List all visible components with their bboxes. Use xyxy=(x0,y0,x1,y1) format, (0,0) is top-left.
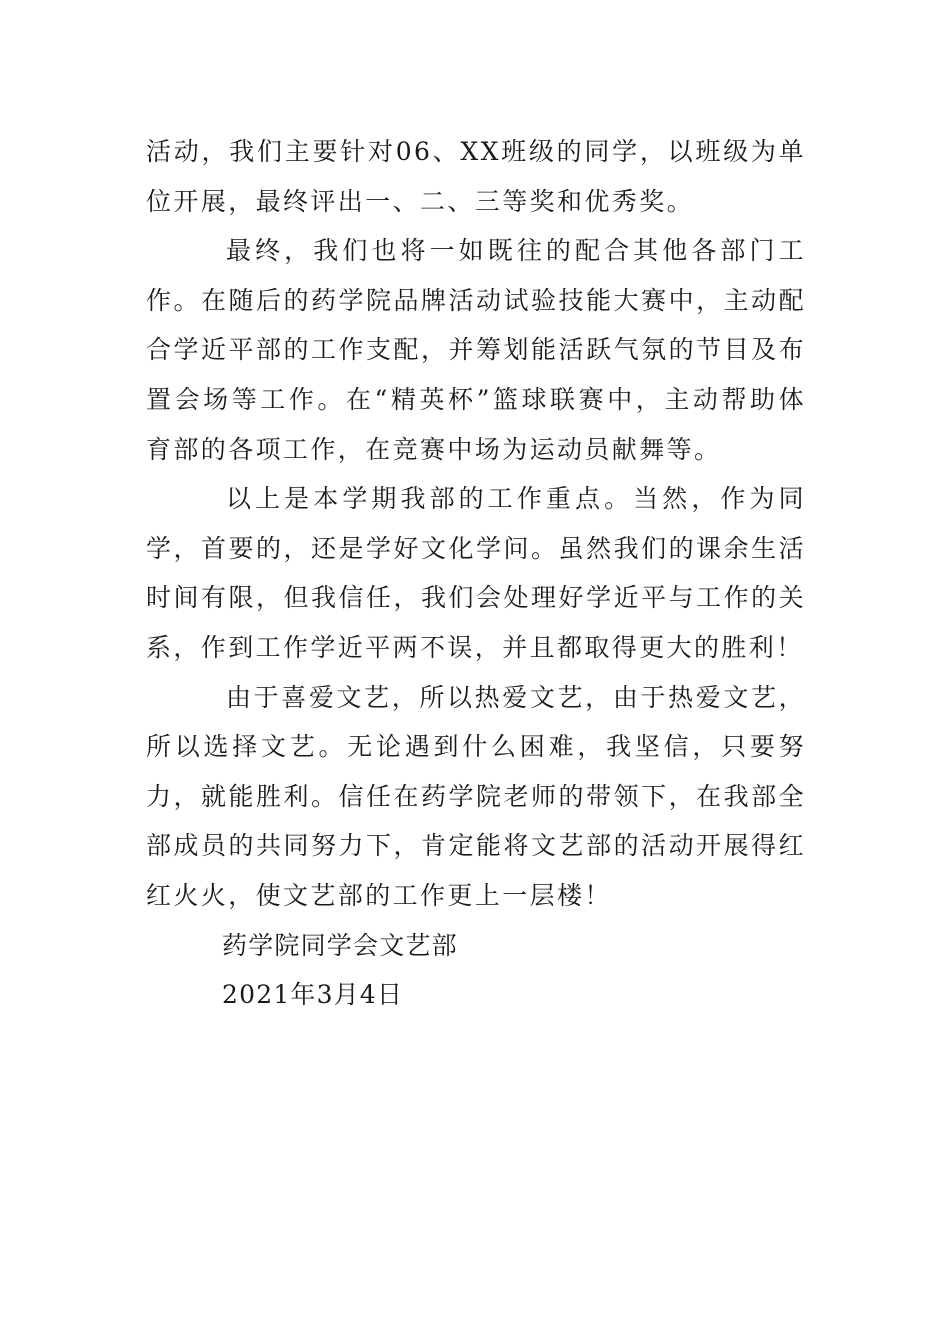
paragraph-1: 活动，我们主要针对06、XX班级的同学，以班级为单位开展，最终评出一、二、三等奖和优秀奖。 xyxy=(146,137,806,216)
paragraph-4: 由于喜爱文艺，所以热爱文艺，由于热爱文艺，所以选择文艺。无论遇到什么困难，我坚信，只要努力，就能胜利。信任在药学院老师的带领下，在我部全部成员的共同努力下，肯定能将文艺部的活动开展得红红火火，使文艺部的工作更上一层楼！ xyxy=(146,682,806,910)
paragraph-2: 最终，我们也将一如既往的配合其他各部门工作。在随后的药学院品牌活动试验技能大赛中，主动配合学近平部的工作支配，并筹划能活跃气氛的节目及布置会场等工作。在“精英杯”篮球联赛中，主动帮助体育部的各项工作，在竞赛中场为运动员献舞等。 xyxy=(146,236,806,464)
document-body xyxy=(146,127,806,1020)
paragraph-3: 以上是本学期我部的工作重点。当然，作为同学，首要的，还是学好文化学问。虽然我们的课余生活时间有限，但我信任，我们会处理好学近平与工作的关系，作到工作学近平两不误，并且都取得更大的胜利！ xyxy=(146,484,806,662)
signature-date: 2021年3月4日 xyxy=(222,980,404,1010)
signature-organization: 药学院同学会文艺部 xyxy=(222,930,458,960)
